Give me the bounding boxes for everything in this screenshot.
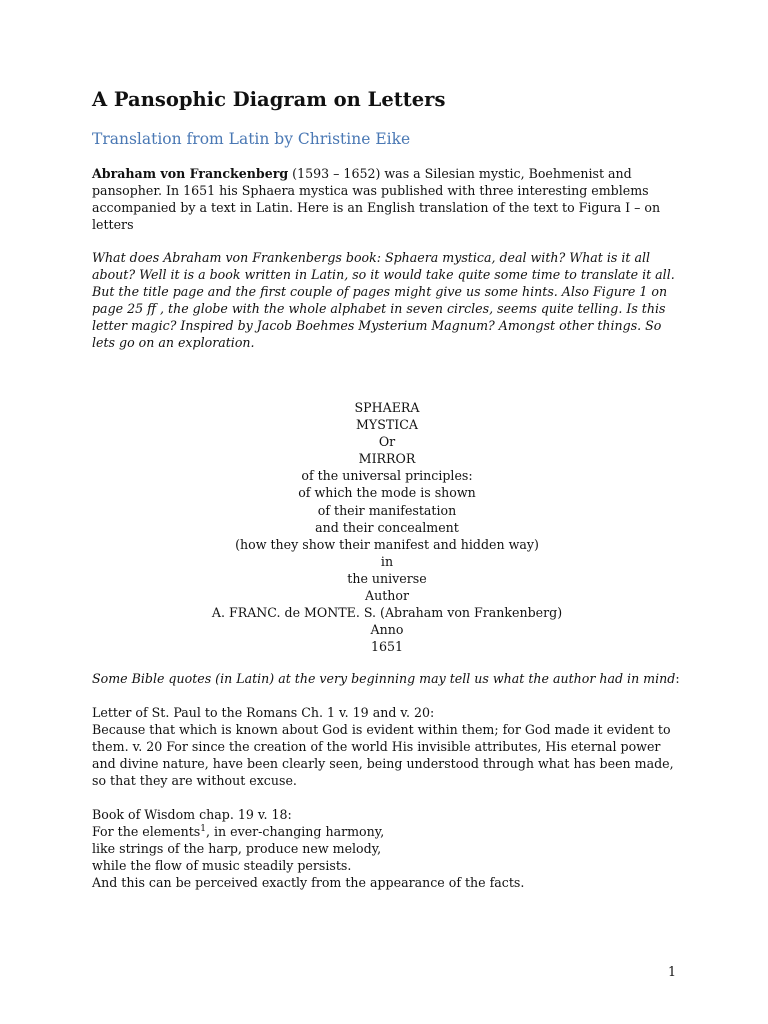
author-dates: 1593 – 1652 (297, 166, 376, 181)
title-page-line: Or (378, 434, 396, 450)
title-page-line: of the universal principles: (301, 468, 473, 484)
bible-intro-paragraph (92, 670, 682, 687)
title-page-line: MIRROR (358, 451, 416, 467)
title-page-line: 1651 (370, 639, 404, 655)
title-page-line: of their manifestation (317, 502, 457, 518)
title-page-line: Anno (370, 622, 404, 638)
bible-intro-colon: : (675, 671, 680, 687)
title-page-line: in (380, 553, 394, 569)
author-name: Abraham von Franckenberg (92, 166, 289, 181)
page-content (92, 86, 682, 891)
author-open-paren: ( (288, 166, 298, 181)
title-page-line: SPHAERA (354, 400, 420, 415)
question-paragraph: What does Abraham von Frankenbergs book: Sphaera mystica, deal with? What is it all about? Well it is a book written in Latin, so it would take quite some time to translate it all. But the title page and the first couple of pages might give us some hints. Also Figure 1 on page 25 ff , the globe with the whole alphabet in seven circles, seems quite telling. Is this letter magic? Inspired by Jacob Boehmes Mysterium Magnum? Amongst other things. So lets go on an exploration. (92, 250, 675, 350)
wisdom-line-1-after: , in ever-changing harmony, (205, 824, 385, 840)
title-page-line: the universe (347, 570, 427, 586)
bible-intro-text: Some Bible quotes (in Latin) at the very beginning may tell us what the author had in mind (92, 671, 676, 687)
title-page-line: and their concealment (315, 519, 459, 535)
footnote-marker[interactable]: 1 (200, 824, 206, 835)
title-page-line: MYSTICA (356, 417, 418, 433)
title-page-line: Author (365, 588, 409, 604)
document-subtitle: Translation from Latin by Christine Eike (92, 130, 411, 148)
intro-paragraph (92, 165, 682, 233)
title-page-line: (how they show their manifest and hidden way) (235, 536, 539, 552)
romans-heading: Letter of St. Paul to the Romans Ch. 1 v. 19 and v. 20: (92, 705, 435, 721)
title-page-line: of which the mode is shown (298, 485, 476, 501)
wisdom-heading: Book of Wisdom chap. 19 v. 18: (92, 807, 292, 823)
romans-text: Because that which is known about God is evident within them; for God made it evident to them. v. 20 For since the creation of the world His invisible attributes, His eternal power and divine nature, have been clearly seen, being understood through what has been made, so that they are without excuse. (92, 722, 674, 789)
document-title: A Pansophic Diagram on Letters (92, 88, 446, 111)
wisdom-line-2: like strings of the harp, produce new melody, (92, 841, 382, 857)
wisdom-line-1-before: For the elements (92, 824, 201, 840)
page-number: 1 (667, 964, 676, 979)
wisdom-line-4: And this can be perceived exactly from the appearance of the facts. (92, 875, 525, 891)
wisdom-line-1 (92, 823, 682, 840)
title-page-line: A. FRANC. de MONTE. S. (Abraham von Frankenberg) (211, 605, 563, 621)
intro-text: ) was a Silesian mystic, Boehmenist and pansopher. In 1651 his Sphaera mystica was published with three interesting emblems accompanied by a text in Latin. Here is an English translation of the text to Figura I – on letters (92, 166, 661, 232)
wisdom-line-3: while the flow of music steadily persists. (92, 858, 352, 874)
title-page-block (92, 399, 682, 655)
